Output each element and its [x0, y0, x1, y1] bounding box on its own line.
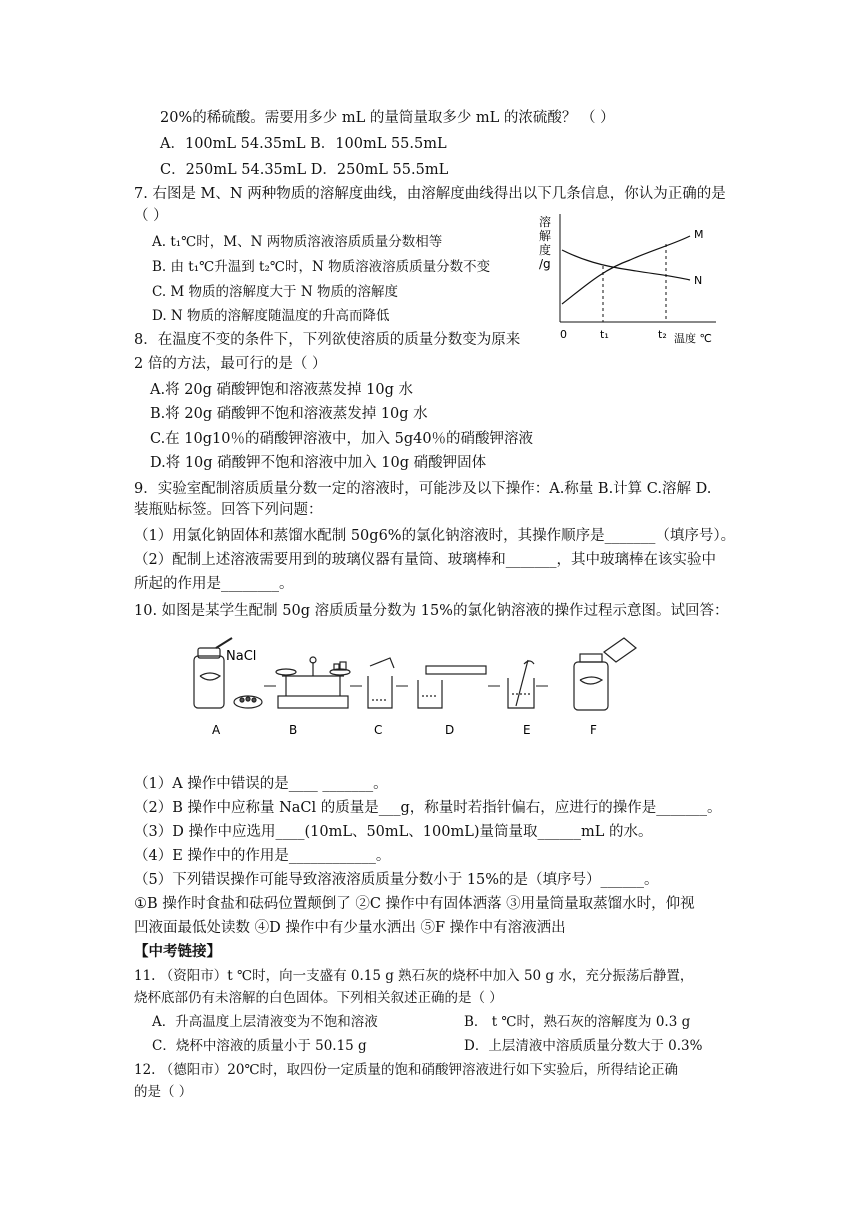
q10-sub-4: （4）E 操作中的作用是____________。	[134, 848, 391, 864]
q8-option-b: B.将 20g 硝酸钾不饱和溶液蒸发掉 10g 水	[150, 406, 428, 422]
figure-label-d: D	[445, 723, 455, 737]
curve-n-label: N	[694, 274, 703, 287]
figure-c-beaker	[368, 658, 394, 708]
q8-option-a: A.将 20g 硝酸钾饱和溶液蒸发掉 10g 水	[150, 382, 413, 398]
q7-option-b: B. 由 t₁℃升温到 t₂℃时，N 物质溶液溶质质量分数不变	[152, 259, 491, 275]
q8-option-d: D.将 10g 硝酸钾不饱和溶液中加入 10g 硝酸钾固体	[150, 455, 487, 471]
q8-option-c: C.在 10g10％的硝酸钾溶液中，加入 5g40％的硝酸钾溶液	[150, 431, 534, 447]
q11-option-a: A．升高温度上层清液变为不饱和溶液	[152, 1014, 378, 1030]
q8-stem-1: 8．在温度不变的条件下，下列欲使溶质的质量分数变为原来	[134, 332, 521, 348]
experiment-figure	[186, 636, 656, 740]
q10-sub-3: （3）D 操作中应选用____(10mL、50mL、100mL)量筒量取______mL 的水。	[134, 824, 653, 840]
q6-options-ab: A．100mL 54.35mL B．100mL 55.5mL	[160, 136, 447, 152]
figure-f-bottle	[574, 638, 636, 710]
q11-stem-2: 烧杯底部仍有未溶解的白色固体。下列相关叙述正确的是（ ）	[134, 990, 503, 1006]
curve-n	[562, 250, 690, 280]
q9-sub-1: （1）用氯化钠固体和蒸馏水配制 50g6%的氯化钠溶液时，其操作顺序是_______（填序号）。	[134, 528, 736, 544]
q11-stem-1: 11. （资阳市）t ℃时，向一支盛有 0.15 g 熟石灰的烧杯中加入 50 g 水，充分振荡后静置，	[134, 968, 694, 984]
graph-ylabel-3: 度	[539, 243, 552, 257]
figure-label-e: E	[523, 723, 531, 737]
figure-label-a: A	[212, 723, 221, 737]
nacl-label: NaCl	[226, 649, 257, 664]
q10-sub-5: （5）下列错误操作可能导致溶液溶质质量分数小于 15%的是（填序号）______。	[134, 872, 659, 888]
figure-label-c: C	[374, 723, 383, 737]
curve-m-label: M	[694, 228, 704, 241]
q9-stem-1: 9．实验室配制溶质质量分数一定的溶液时，可能涉及以下操作：A.称量 B.计算 C.溶解 D.	[134, 481, 712, 497]
q12-stem-2: 的是（ ）	[134, 1084, 193, 1100]
q10-sub-6b: 凹液面最低处读数 ④D 操作中有少量水洒出 ⑤F 操作中有溶液洒出	[134, 920, 566, 936]
q6-options-cd: C．250mL 54.35mL D．250mL 55.5mL	[160, 162, 449, 178]
figure-b-balance	[276, 657, 350, 708]
graph-t2: t₂	[658, 328, 667, 341]
q11-option-c: C．烧杯中溶液的质量小于 50.15 g	[152, 1038, 367, 1054]
q9-stem-2: 装瓶贴标签。回答下列问题：	[134, 502, 323, 518]
q11-option-b: B． t ℃时，熟石灰的溶解度为 0.3 g	[464, 1014, 691, 1030]
graph-origin: 0	[560, 328, 567, 341]
figure-label-f: F	[590, 723, 597, 737]
q7-option-c: C. M 物质的溶解度大于 N 物质的溶解度	[152, 284, 398, 300]
q7-option-d: D. N 物质的溶解度随温度的升高而降低	[152, 308, 390, 324]
figure-d-cylinder	[418, 666, 486, 708]
graph-xlabel: 温度 ℃	[674, 332, 712, 345]
q7-blank: （ ）	[134, 208, 168, 224]
q7-stem: 7. 右图是 M、N 两种物质的溶解度曲线，由溶解度曲线得出以下几条信息，你认为正确的是	[134, 186, 726, 202]
figure-e-stir	[508, 660, 534, 708]
q6-stem: 20%的稀硫酸。需要用多少 mL 的量筒量取多少 mL 的浓硫酸？ （ ）	[160, 110, 615, 126]
figure-label-b: B	[289, 723, 298, 737]
q9-sub-2-cont: 所起的作用是________。	[134, 576, 294, 592]
solubility-graph	[534, 212, 734, 348]
q10-sub-6a: ①B 操作时食盐和砝码位置颠倒了 ②C 操作中有固体洒落 ③用量筒量取蒸馏水时，仰视	[134, 896, 695, 912]
graph-ylabel-1: 溶	[539, 215, 552, 229]
q12-stem-1: 12. （德阳市）20℃时，取四份一定质量的饱和硝酸钾溶液进行如下实验后，所得结论正确	[134, 1062, 679, 1078]
q9-sub-2: （2）配制上述溶液需要用到的玻璃仪器有量筒、玻璃棒和_______，其中玻璃棒在该实验中	[134, 552, 716, 568]
q8-stem-2: 2 倍的方法，最可行的是（ ）	[134, 356, 327, 372]
q11-option-d: D．上层清液中溶质质量分数大于 0.3%	[464, 1038, 703, 1054]
graph-ylabel-4: /g	[539, 257, 551, 271]
q10-sub-1: （1）A 操作中错误的是____ _______。	[134, 776, 388, 792]
graph-ylabel-2: 解	[539, 229, 552, 243]
q10-sub-2: （2）B 操作中应称量 NaCl 的质量是___g，称量时若指针偏右，应进行的操作是_______。	[134, 800, 722, 816]
q7-option-a: A. t₁℃时，M、N 两物质溶液溶质质量分数相等	[152, 234, 443, 250]
q10-stem: 10. 如图是某学生配制 50g 溶质质量分数为 15%的氯化钠溶液的操作过程示意图。试回答：	[134, 603, 729, 619]
section-title-link: 【中考链接】	[134, 943, 221, 960]
graph-t1: t₁	[600, 328, 609, 341]
